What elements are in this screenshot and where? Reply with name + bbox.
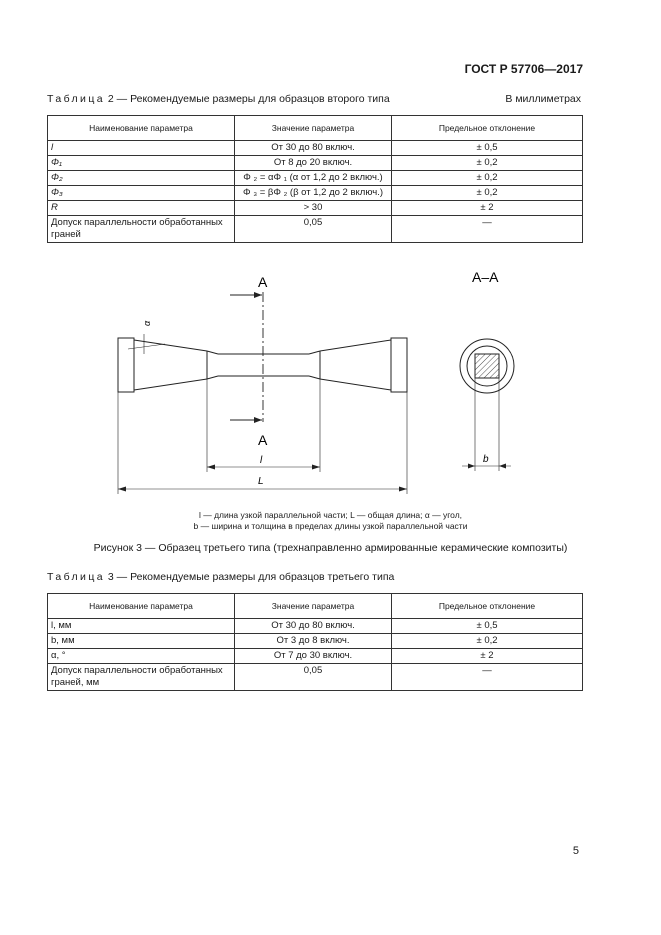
table-cell: α, ° [48,649,235,664]
table-cell: > 30 [235,201,392,216]
table-cell: ± 0,2 [392,171,583,186]
table-cell: От 3 до 8 включ. [235,634,392,649]
figure-legend-line2: b — ширина и толщина в пределах длины узкой параллельной части [193,521,468,531]
table-cell: l [48,141,235,156]
specimen-drawing [0,262,661,502]
table-cell: ± 2 [392,201,583,216]
table-cell: Φ₃ [48,186,235,201]
table2-caption [47,93,390,105]
table2-caption-text: — Рекомендуемые размеры для образцов второго типа [113,93,390,105]
table2-header-cell: Предельное отклонение [392,116,583,141]
table-cell: Φ ₃ = βΦ ₂ (β от 1,2 до 2 включ.) [235,186,392,201]
table3-caption-prefix: Таблица [47,571,105,583]
table-cell: 0,05 [235,216,392,243]
table-row [48,201,583,216]
table-cell: От 30 до 80 включ. [235,141,392,156]
table-cell: От 30 до 80 включ. [235,619,392,634]
table-row [48,619,583,634]
figure-caption: Рисунок 3 — Образец третьего типа (трехнаправленно армированные керамические композиты) [93,542,568,554]
table2-caption-number: 2 [104,93,114,105]
table-cell: ± 0,2 [392,156,583,171]
table-row [48,216,583,243]
table-cell: Φ ₂ = αΦ ₁ (α от 1,2 до 2 включ.) [235,171,392,186]
table-cell: ± 0,5 [392,619,583,634]
table-cell: — [392,216,583,243]
table-row [48,186,583,201]
table-cell: b, мм [48,634,235,649]
table-cell: ± 0,5 [392,141,583,156]
table3-caption-number: 3 [104,571,114,583]
table-row [48,664,583,691]
section-square [475,354,499,378]
table-row [48,634,583,649]
table3-header-cell: Значение параметра [235,594,392,619]
table2-units: В миллиметрах [505,93,581,105]
table-row [48,649,583,664]
table-cell: Допуск параллельности обработанных граней [48,216,235,243]
table-cell: 0,05 [235,664,392,691]
document-code: ГОСТ Р 57706—2017 [464,62,583,76]
table2-caption-prefix: Таблица [47,93,105,105]
table-cell: Допуск параллельности обработанных граней, мм [48,664,235,691]
page-number: 5 [572,845,579,857]
table-row [48,171,583,186]
table-cell: l, мм [48,619,235,634]
table-cell: ± 0,2 [392,634,583,649]
table3 [47,593,583,691]
alpha-label: α [142,320,152,326]
dim-b-label: b [483,454,489,465]
section-label-top: A [258,274,268,290]
table3-caption-text: — Рекомендуемые размеры для образцов третьего типа [113,571,395,583]
dim-l-label: l [260,455,263,466]
table-cell: От 8 до 20 включ. [235,156,392,171]
table-cell: R [48,201,235,216]
table3-header-cell: Предельное отклонение [392,594,583,619]
section-label-bottom: A [258,432,268,448]
table-cell: Φ₂ [48,171,235,186]
table3-header-cell: Наименование параметра [48,594,235,619]
table-row [48,141,583,156]
table-cell: От 7 до 30 включ. [235,649,392,664]
table2-header-cell: Значение параметра [235,116,392,141]
dim-L-label: L [258,476,264,487]
table2-header-cell: Наименование параметра [48,116,235,141]
table-row [48,156,583,171]
table-cell: ± 2 [392,649,583,664]
table3-caption [47,571,394,583]
table2-header-row [48,116,583,141]
section-view-label: A–A [472,269,499,285]
section-arrow-head [254,292,262,298]
table-cell: — [392,664,583,691]
dim-l [207,379,320,472]
table-cell: ± 0,2 [392,186,583,201]
figure-legend-line1: l — длина узкой параллельной части; L — общая длина; α — угол, [198,510,463,520]
table2 [47,115,583,243]
section-arrow-head [254,417,262,423]
specimen-outline [118,338,407,392]
table-cell: Φ₁ [48,156,235,171]
table3-header-row [48,594,583,619]
